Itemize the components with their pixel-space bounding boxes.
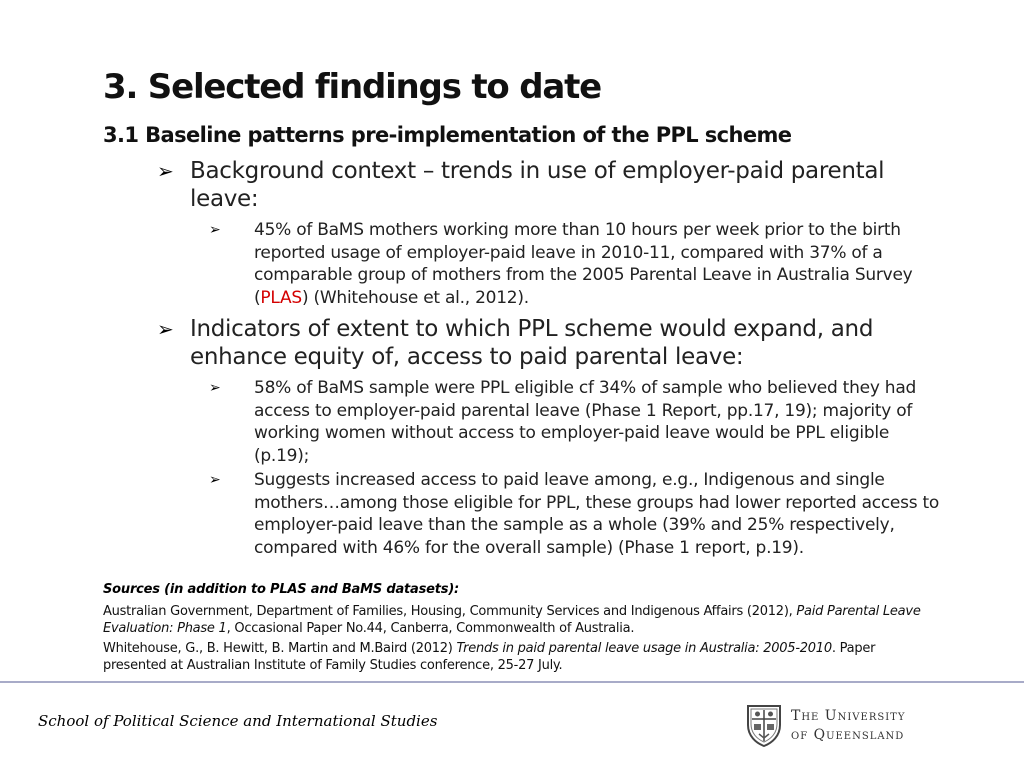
sub-bullet-text-part: 45% of BaMS mothers working more than 10 hours per week prior to the birth reported usage of employer-paid leave in 2010-11, compared with 37% of a comparable group of mothers from the 2005 Parental Leave in Australia Survey (	[254, 220, 913, 308]
university-name-line2: of Queensland	[791, 727, 905, 743]
reference-text: , Occasional Paper No.44, Canberra, Commonwealth of Australia.	[226, 621, 635, 636]
bullet-point-1	[143, 157, 940, 213]
reference-1	[103, 603, 923, 637]
sub-bullet-2-1	[207, 377, 944, 467]
arrow-bullet-icon: ➢	[209, 472, 221, 488]
bullet-point-text: Indicators of extent to which PPL scheme would expand, and enhance equity of, access to paid parental leave:	[190, 316, 874, 370]
university-name	[791, 707, 905, 745]
footer-divider	[0, 681, 1024, 683]
sub-bullet-text: 58% of BaMS sample were PPL eligible cf 34% of sample who believed they had access to employer-paid parental leave (Phase 1 Report, pp.17, 19); majority of working women without access to employer-paid leave would be PPL eligible (p.19);	[254, 378, 917, 466]
reference-text: Whitehouse, G., B. Hewitt, B. Martin and M.Baird (2012)	[103, 641, 457, 656]
sub-bullet-text: Suggests increased access to paid leave among, e.g., Indigenous and single mothers…among those eligible for PPL, these groups had lower reported access to employer-paid leave than the sample as a whole (39% and 25% respectively, compared with 46% for the overall sample) (Phase 1 report, p.19).	[254, 470, 940, 558]
plas-highlight: PLAS	[260, 287, 302, 308]
reference-2	[103, 640, 923, 674]
sub-bullet-1-1	[207, 219, 944, 309]
school-name: School of Political Science and International Studies	[38, 712, 438, 730]
bullet-point-text: Background context – trends in use of employer-paid parental leave:	[190, 158, 885, 212]
university-name-line1: The University	[791, 708, 906, 724]
sub-bullet-text	[254, 219, 944, 309]
arrow-bullet-icon: ➢	[209, 380, 221, 396]
arrow-bullet-icon: ➢	[157, 317, 174, 341]
reference-text: . Paper presented at Australian Institute of Family Studies conference, 25-27 July.	[103, 641, 876, 673]
slide-subtitle: 3.1 Baseline patterns pre-implementation of the PPL scheme	[103, 123, 792, 147]
arrow-bullet-icon: ➢	[209, 222, 221, 238]
arrow-bullet-icon: ➢	[157, 159, 174, 183]
bullet-point-2	[143, 315, 940, 371]
reference-title: Paid Parental Leave Evaluation: Phase 1	[103, 604, 921, 636]
sub-bullet-text-part: ) (Whitehouse et al., 2012).	[301, 287, 529, 308]
sub-bullet-2-2	[207, 469, 944, 559]
slide-title: 3. Selected findings to date	[103, 67, 602, 107]
sources-heading: Sources (in addition to PLAS and BaMS datasets):	[103, 582, 460, 597]
uq-crest-icon	[745, 703, 783, 747]
reference-text: Australian Government, Department of Families, Housing, Community Services and Indigenous Affairs (2012),	[103, 604, 797, 619]
reference-title: Trends in paid parental leave usage in Australia: 2005-2010	[456, 641, 832, 656]
